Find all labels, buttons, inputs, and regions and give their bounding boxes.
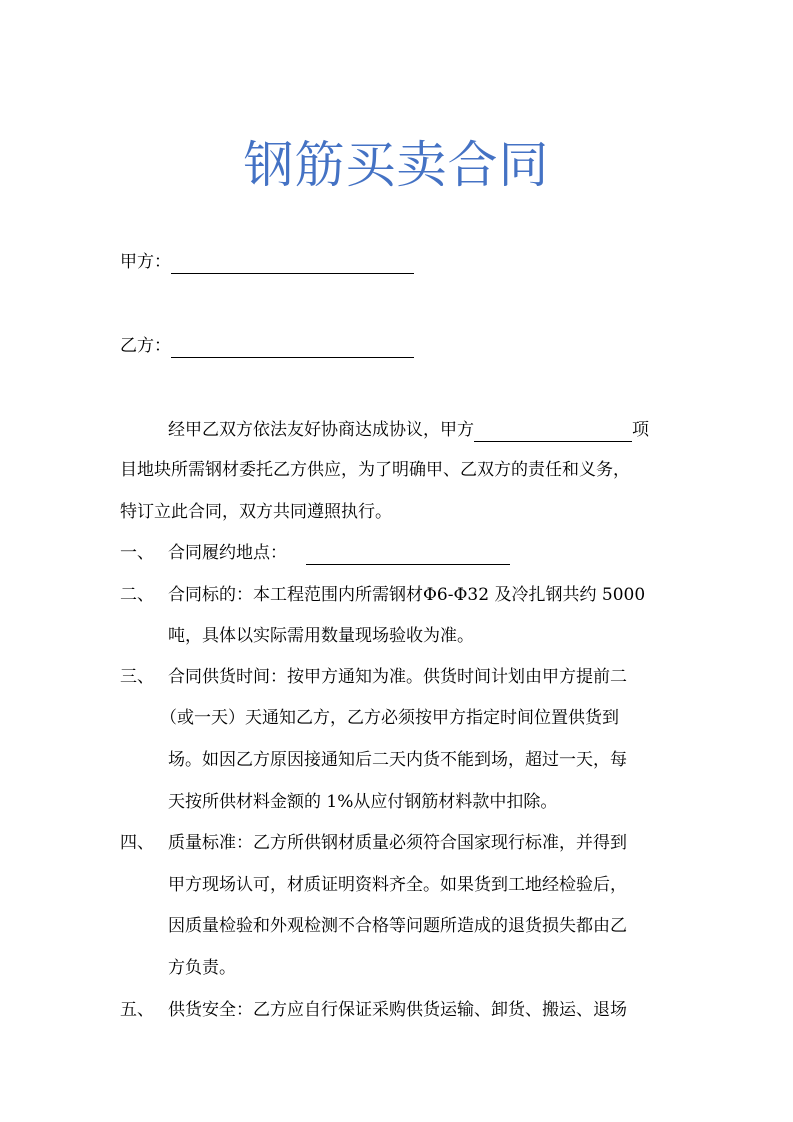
clause-4-line-1: 质量标准：乙方所供钢材质量必须符合国家现行标准，并得到	[168, 833, 627, 853]
clause-4-line-3: 因质量检验和外观检测不合格等问题所造成的退货损失都由乙	[168, 916, 627, 936]
intro-line-1-prefix: 经甲乙双方依法友好协商达成协议，甲方	[168, 420, 474, 440]
party-a-blank[interactable]	[171, 255, 414, 274]
clause-2-line-1: 合同标的：本工程范围内所需钢材Φ6-Φ32 及冷扎钢共约 5000	[168, 585, 646, 605]
clause-1-number: 一、	[120, 543, 154, 563]
intro-line-1	[168, 418, 649, 442]
clause-5-number: 五、	[120, 1000, 154, 1020]
clause-5-line-1: 供货安全：乙方应自行保证采购供货运输、卸货、搬运、退场	[168, 1000, 627, 1020]
clause-1-line-1	[168, 541, 510, 565]
intro-line-1-suffix: 项	[632, 420, 649, 440]
contract-location-blank[interactable]	[306, 546, 510, 565]
party-b-line	[120, 334, 414, 358]
clause-3-line-2: （或一天）天通知乙方，乙方必须按甲方指定时间位置供货到	[160, 708, 619, 728]
clause-4-line-2: 甲方现场认可，材质证明资料齐全。如果货到工地经检验后，	[168, 875, 627, 895]
document-title: 钢筋买卖合同	[243, 136, 550, 194]
party-a-label: 甲方：	[120, 252, 171, 272]
party-a-line	[120, 250, 414, 274]
clause-3-line-4: 天按所供材料金额的 1%从应付钢筋材料款中扣除。	[168, 792, 558, 812]
clause-4-line-4: 方负责。	[168, 958, 236, 978]
intro-line-3: 特订立此合同，双方共同遵照执行。	[120, 502, 392, 522]
clause-1-text: 合同履约地点：	[168, 543, 287, 563]
clause-2-number: 二、	[120, 585, 154, 605]
clause-2-line-2: 吨，具体以实际需用数量现场验收为准。	[168, 626, 474, 646]
party-b-label: 乙方：	[120, 336, 171, 356]
clause-4-number: 四、	[120, 833, 154, 853]
intro-line-2: 目地块所需钢材委托乙方供应，为了明确甲、乙双方的责任和义务，	[120, 460, 630, 480]
project-name-blank[interactable]	[474, 423, 632, 442]
party-b-blank[interactable]	[171, 339, 414, 358]
clause-3-line-3: 场。如因乙方原因接通知后二天内货不能到场，超过一天，每	[168, 750, 627, 770]
clause-3-line-1: 合同供货时间：按甲方通知为准。供货时间计划由甲方提前二	[168, 667, 627, 687]
clause-3-number: 三、	[120, 667, 154, 687]
